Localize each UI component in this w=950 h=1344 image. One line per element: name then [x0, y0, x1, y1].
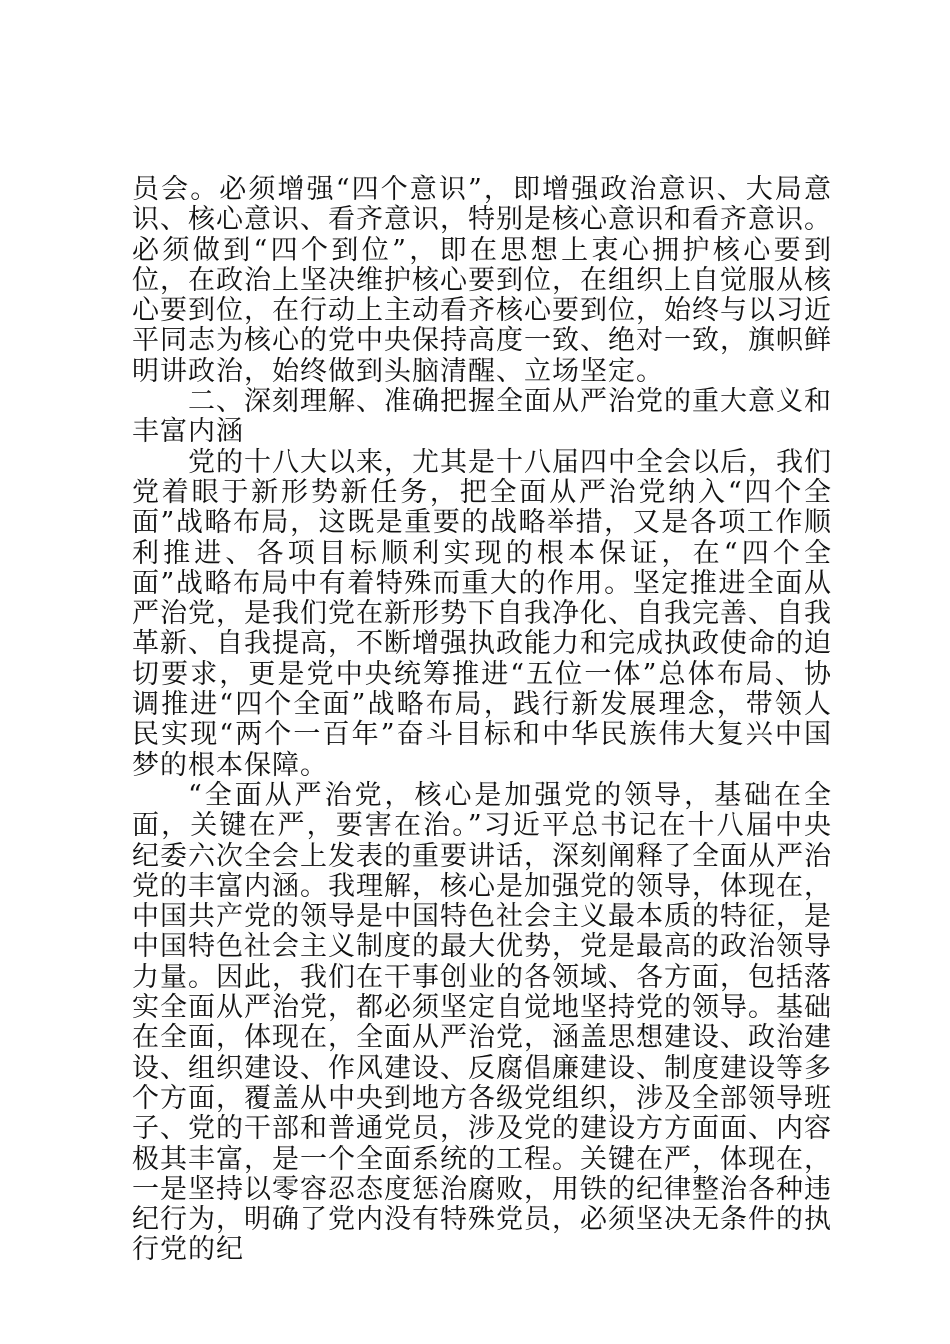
paragraph-core-awareness: 员会。必须增强“四个意识”，即增强政治意识、大局意识、核心意识、看齐意识，特别是核心意识和看齐意识。必须做到“四个到位”，即在思想上衷心拥护核心要到位，在政治上坚决维护核心要到位，在组织上自觉服从核心要到位，在行动上主动看齐核心要到位，始终与以习近平同志为核心的党中央保持高度一致、绝对一致，旗帜鲜明讲政治，始终做到头脑清醒、立场坚定。: [132, 174, 832, 387]
paragraph-significance: 党的十八大以来，尤其是十八届四中全会以后，我们党着眼于新形势新任务，把全面从严治党纳入“四个全面”战略布局，这既是重要的战略举措，又是各项工作顺利推进、各项目标顺利实现的根本保证，在“四个全面”战略布局中有着特殊而重大的作用。坚定推进全面从严治党，是我们党在新形势下自我净化、自我完善、自我革新、自我提高，不断增强执政能力和完成执政使命的迫切要求，更是党中央统筹推进“五位一体”总体布局、协调推进“四个全面”战略布局，践行新发展理念，带领人民实现“两个一百年”奋斗目标和中华民族伟大复兴中国梦的根本保障。: [132, 446, 832, 781]
paragraph-connotation: “全面从严治党，核心是加强党的领导，基础在全面，关键在严，要害在治。”习近平总书记在十八届中央纪委六次全会上发表的重要讲话，深刻阐释了全面从严治党的丰富内涵。我理解，核心是加强党的领导，体现在，中国共产党的领导是中国特色社会主义最本质的特征，是中国特色社会主义制度的最大优势，党是最高的政治领导力量。因此，我们在干事创业的各领域、各方面，包括落实全面从严治党，都必须坚定自觉地坚持党的领导。基础在全面，体现在，全面从严治党，涵盖思想建设、政治建设、组织建设、作风建设、反腐倡廉建设、制度建设等多个方面，覆盖从中央到地方各级党组织，涉及全部领导班子、党的干部和普通党员，涉及党的建设方方面面、内容极其丰富，是一个全面系统的工程。关键在严，体现在，一是坚持以零容忍态度惩治腐败，用铁的纪律整治各种违纪行为，明确了党内没有特殊党员，必须坚决无条件的执行党的纪: [132, 779, 832, 1266]
section-heading-two: 二、深刻理解、准确把握全面从严治党的重大意义和丰富内涵: [132, 386, 832, 448]
document-page: [132, 175, 832, 1266]
